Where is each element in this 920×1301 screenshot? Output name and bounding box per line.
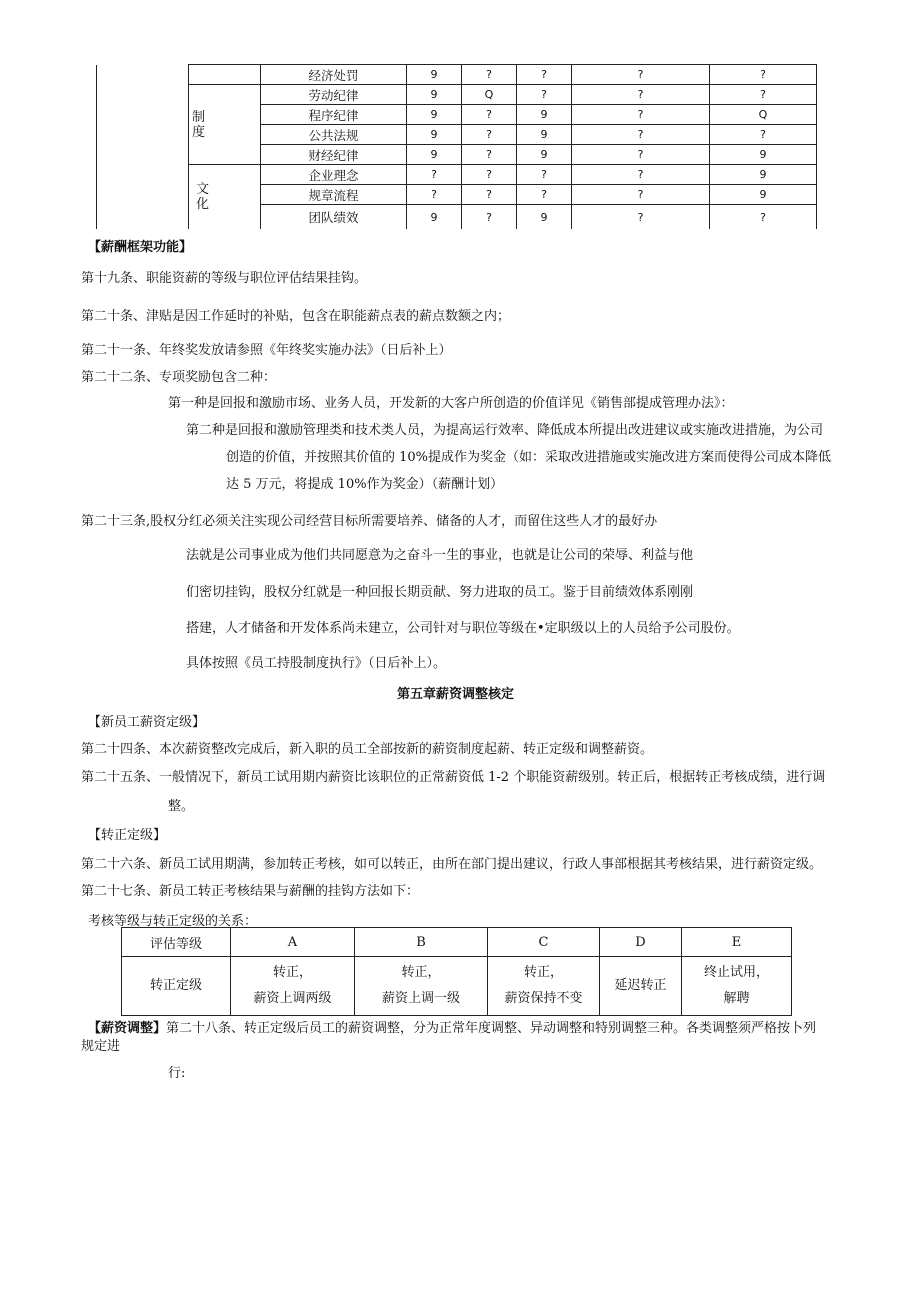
article-22-type2-line1: 第二种是回报和激励管理类和技术类人员，为提高运行效率、降低成本所提出改进建议或实施改进措施，为公司 — [186, 423, 824, 438]
grade-cell-line2: 薪资上调两级 — [253, 991, 332, 1006]
category-cell — [97, 65, 189, 230]
grade-cell — [355, 957, 488, 1016]
item-label: 团队绩效 — [261, 205, 407, 230]
value-cell: ? — [517, 85, 572, 105]
value-cell: 9 — [407, 125, 462, 145]
value-cell: ? — [462, 105, 517, 125]
grade-table — [121, 927, 792, 1016]
group-label-text: 文 化 — [196, 182, 210, 212]
row-label: 转正定级 — [122, 957, 231, 1016]
grade-cell — [682, 957, 792, 1016]
article-19: 第十九条、职能资薪的等级与职位评估结果挂钩。 — [81, 271, 368, 286]
group-label-cell — [189, 65, 261, 85]
value-cell: 9 — [710, 185, 817, 205]
value-cell: 9 — [517, 145, 572, 165]
grade-cell-line1: 延迟转正 — [614, 978, 667, 993]
value-cell: 9 — [407, 65, 462, 85]
grade-cell-line1: 转正， — [272, 965, 312, 980]
value-cell: ? — [407, 165, 462, 185]
value-cell: ? — [572, 105, 710, 125]
table-row — [122, 957, 792, 1016]
article-28-line1 — [88, 1017, 816, 1036]
value-cell: 9 — [407, 85, 462, 105]
table-row — [97, 85, 817, 105]
framework-heading: 【薪酬框架功能】 — [88, 240, 193, 255]
value-cell: ? — [710, 205, 817, 230]
header-cell: A — [231, 928, 355, 957]
article-25-line1: 第二十五条、一般情况下，新员工试用期内薪资比该职位的正常薪资低 1-2 个职能资薪级别。转正后，根据转正考核成绩，进行调 — [81, 770, 826, 785]
value-cell: ? — [572, 85, 710, 105]
table-row — [97, 165, 817, 185]
article-22-type2-line3: 达 5 万元，将提成 10%作为奖金）（薪酬计划） — [226, 477, 504, 492]
value-cell: ? — [572, 185, 710, 205]
value-cell: ? — [462, 185, 517, 205]
grade-cell-line1: 终止试用， — [703, 965, 769, 980]
value-cell: ? — [462, 205, 517, 230]
article-22-type1: 第一种是回报和激励市场、业务人员，开发新的大客户所创造的价值详见《销售部提成管理办法》： — [168, 396, 734, 411]
article-22-type2-line2: 创造的价值，并按照其价值的 10%提成作为奖金（如：采取改进措施或实施改进方案而使得公司成本降低 — [226, 450, 832, 465]
chapter-title: 第五章薪资调整核定 — [397, 687, 515, 702]
grade-cell — [231, 957, 355, 1016]
header-cell: B — [355, 928, 488, 957]
adjust-heading: 【薪资调整】 — [88, 1021, 167, 1036]
item-label: 规章流程 — [261, 185, 407, 205]
article-24: 第二十四条、本次薪资整改完成后，新入职的员工全部按新的薪资制度起薪、转正定级和调整薪资。 — [81, 742, 654, 757]
article-28-line2: 规定进 — [81, 1039, 121, 1054]
value-cell: 9 — [710, 145, 817, 165]
article-28-line3: 行: — [168, 1066, 186, 1081]
article-23-line3: 们密切挂钩，股权分红就是一种回报长期贡献、努力进取的员工。鉴于目前绩效体系刚刚 — [186, 585, 694, 600]
table-row — [97, 65, 817, 85]
value-cell: ? — [462, 65, 517, 85]
header-cell: D — [600, 928, 682, 957]
article-26: 第二十六条、新员工试用期满，参加转正考核，如可以转正，由所在部门提出建议，行政人事部根据其考核结果，进行薪资定级。 — [81, 857, 823, 872]
value-cell: ? — [517, 65, 572, 85]
newhire-heading: 【新员工薪资定级】 — [88, 715, 206, 730]
value-cell: 9 — [407, 205, 462, 230]
grade-cell-line2: 薪资上调一级 — [381, 991, 460, 1006]
item-label: 公共法规 — [261, 125, 407, 145]
value-cell: ? — [710, 85, 817, 105]
header-cell: E — [682, 928, 792, 957]
grade-cell-line2: 薪资保持不变 — [504, 991, 583, 1006]
value-cell: ? — [710, 65, 817, 85]
item-label: 程序纪律 — [261, 105, 407, 125]
article-25-line2: 整。 — [168, 799, 195, 814]
value-cell: 9 — [407, 105, 462, 125]
item-label: 经济处罚 — [261, 65, 407, 85]
value-cell: 9 — [517, 205, 572, 230]
grade-cell — [600, 957, 682, 1016]
value-cell: ? — [572, 125, 710, 145]
value-cell: ? — [572, 65, 710, 85]
value-cell: Q — [710, 105, 817, 125]
article-22: 第二十二条、专项奖励包含二种： — [81, 370, 277, 385]
header-cell: 评估等级 — [122, 928, 231, 957]
grade-cell — [488, 957, 600, 1016]
value-cell: ? — [517, 185, 572, 205]
evaluation-table — [96, 64, 817, 229]
value-cell: 9 — [517, 125, 572, 145]
value-cell: ? — [462, 165, 517, 185]
value-cell: 9 — [710, 165, 817, 185]
value-cell: ? — [462, 125, 517, 145]
value-cell: 9 — [407, 145, 462, 165]
group-label-text: 制 度 — [192, 109, 206, 140]
article-23-line4: 搭建，人才储备和开发体系尚未建立，公司针对与职位等级在•定职级以上的人员给予公司股份。 — [186, 621, 740, 636]
grade-cell-line1: 转正， — [523, 965, 563, 980]
grade-cell-line2: 解聘 — [723, 991, 750, 1006]
article-23-line1: 第二十三条,股权分红必须关注实现公司经营目标所需要培养、储备的人才，而留住这些人才的最好办 — [81, 514, 658, 529]
regular-heading: 【转正定级】 — [88, 828, 167, 843]
article-28-text: 第二十八条、转正定级后员工的薪资调整，分为正常年度调整、异动调整和特别调整三种。各类调整须严格按卜列 — [166, 1021, 817, 1036]
value-cell: Q — [462, 85, 517, 105]
item-label: 财经纪律 — [261, 145, 407, 165]
article-27: 第二十七条、新员工转正考核结果与薪酬的挂钩方法如下： — [81, 884, 420, 899]
group-label-wenhua — [189, 165, 261, 230]
grade-table-caption: 考核等级与转正定级的关系： — [88, 914, 258, 929]
item-label: 企业理念 — [261, 165, 407, 185]
value-cell: 9 — [517, 105, 572, 125]
article-23-line2: 法就是公司事业成为他们共同愿意为之奋斗一生的事业，也就是让公司的荣辱、利益与他 — [186, 548, 694, 563]
article-23-line5: 具体按照《员工持股制度执行》（日后补上）。 — [186, 656, 447, 671]
value-cell: ? — [572, 145, 710, 165]
value-cell: ? — [572, 165, 710, 185]
value-cell: ? — [710, 125, 817, 145]
item-label: 劳动纪律 — [261, 85, 407, 105]
article-20: 第二十条、津贴是因工作延时的补贴，包含在职能薪点表的薪点数额之内； — [81, 309, 511, 324]
group-label-zhidu — [189, 85, 261, 165]
value-cell: ? — [462, 145, 517, 165]
value-cell: ? — [572, 205, 710, 230]
value-cell: ? — [517, 165, 572, 185]
header-cell: C — [488, 928, 600, 957]
grade-cell-line1: 转正， — [401, 965, 441, 980]
value-cell: ? — [407, 185, 462, 205]
article-21: 第二十一条、年终奖发放请参照《年终奖实施办法》（日后补上） — [81, 343, 452, 358]
table-header-row — [122, 928, 792, 957]
